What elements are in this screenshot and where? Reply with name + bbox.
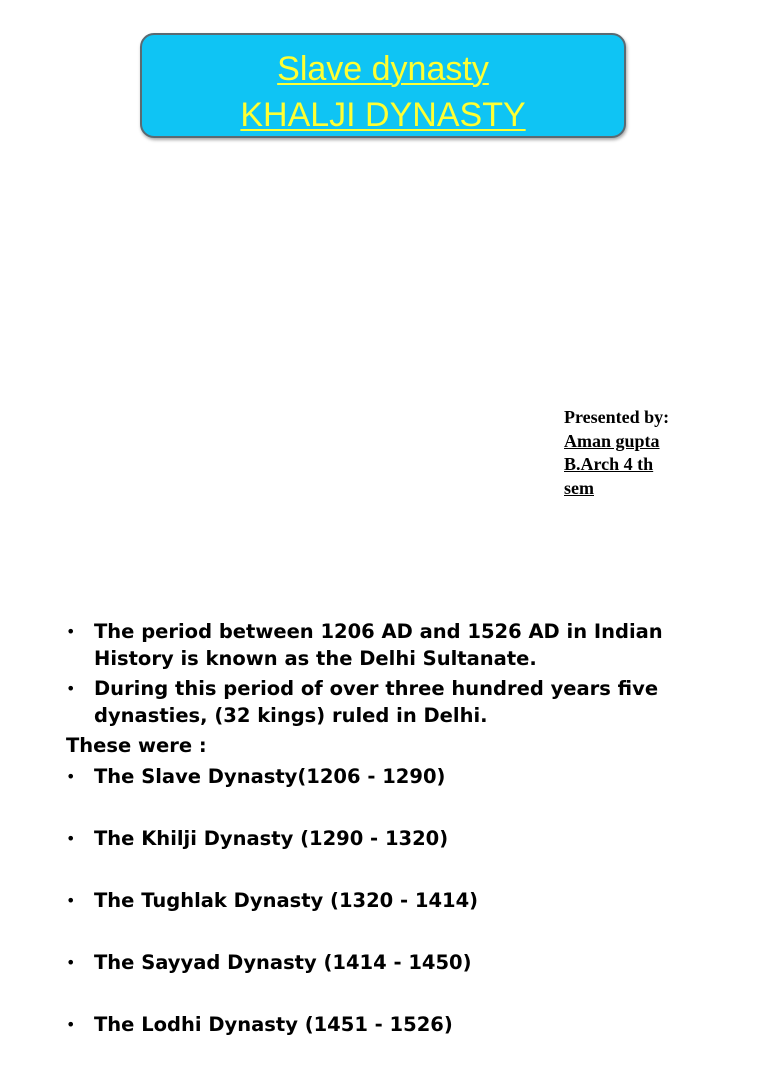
list-item-dynasty: [66, 825, 746, 852]
list-item-dynasty: [66, 887, 746, 914]
bullet-paragraph-2: [66, 675, 746, 729]
bullet-paragraph-1: [66, 618, 746, 672]
presenter-label: Presented by:: [564, 407, 670, 427]
title-banner: [140, 33, 626, 138]
intro-text: These were :: [66, 734, 207, 757]
paragraph-text: During this period of over three hundred years five dynasties, (32 kings) ruled in Delhi.: [94, 677, 659, 727]
dynasty-text: The Lodhi Dynasty (1451 - 1526): [94, 1013, 453, 1036]
bullet-icon: •: [66, 829, 76, 848]
content-body: [66, 618, 746, 1073]
presenter-course-line2: sem: [564, 477, 594, 498]
dynasty-text: The Slave Dynasty(1206 - 1290): [94, 765, 446, 788]
list-item-dynasty: [66, 763, 746, 790]
dynasty-text: The Khilji Dynasty (1290 - 1320): [94, 827, 449, 850]
bullet-icon: •: [66, 679, 76, 698]
bullet-icon: •: [66, 953, 76, 972]
bullet-icon: •: [66, 891, 76, 910]
bullet-icon: •: [66, 1015, 76, 1034]
presenter-course-line1: B.Arch 4 th: [564, 454, 654, 474]
presenter-name: Aman gupta: [564, 430, 660, 451]
bullet-icon: •: [66, 622, 76, 641]
list-item-dynasty: [66, 1011, 746, 1038]
dynasty-text: The Tughlak Dynasty (1320 - 1414): [94, 889, 479, 912]
title-line-2[interactable]: KHALJI DYNASTY: [240, 96, 526, 134]
bullet-icon: •: [66, 767, 76, 786]
presenter-block: [564, 406, 754, 500]
paragraph-text: The period between 1206 AD and 1526 AD in Indian History is known as the Delhi Sultanate.: [94, 620, 663, 670]
title-line-1[interactable]: Slave dynasty: [277, 50, 489, 88]
dynasty-text: The Sayyad Dynasty (1414 - 1450): [94, 951, 472, 974]
list-item-dynasty: [66, 949, 746, 976]
